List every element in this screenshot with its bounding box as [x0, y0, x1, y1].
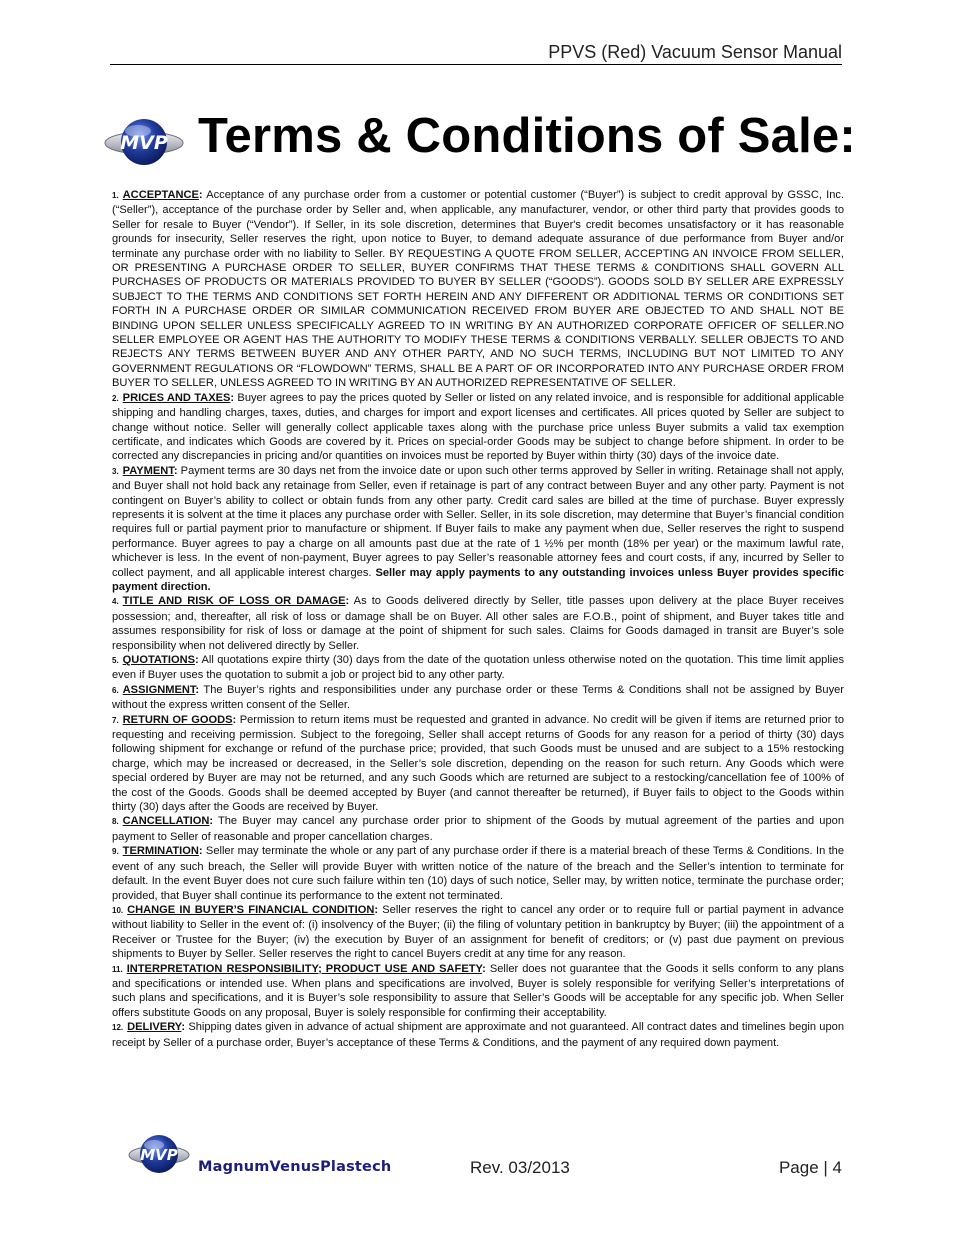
clause-number: 8.	[112, 817, 119, 827]
clause-body: Seller does not guarantee that the Goods it sells conform to any plans and specifications or intended use. When plans and specifications are involved, Buyer is solely responsible for verifying Seller’s interpretations of such plans and specifications, and it is Buyer’s sole responsibility to assure that Seller’s Goods will be acceptable for any specific job. When Seller offers substitute Goods on any proposal, Buyer is solely responsible for confirming their acceptability.	[112, 962, 844, 1019]
clause-body: The Buyer may cancel any purchase order prior to shipment of the Goods by mutual agreement of the parties and upon payment to Seller of reasonable and proper cancellation charges.	[112, 815, 844, 843]
clause-separator: :	[482, 962, 486, 975]
clause-item	[112, 391, 844, 464]
clause-number: 7.	[112, 715, 119, 725]
clause-item	[112, 594, 844, 653]
clause-heading: ASSIGNMENT	[122, 683, 196, 696]
footer-mvp-logo-icon	[128, 1132, 190, 1176]
clause-item	[112, 188, 844, 391]
clause-heading: PAYMENT	[122, 464, 174, 477]
clause-number: 4.	[112, 597, 119, 607]
mvp-logo	[104, 116, 186, 173]
clause-body: Permission to return items must be requested and granted in advance. No credit will be given if items are returned prior to requesting and receiving permission. Subject to the foregoing, Seller shall accept returns of Goods for any reason for a period of thirty (30) days following shipment for exchange or refund of the purchase price; provided, that such Goods must be unused and are subject to a 15% restocking charge, which may be increased or decreased, in the Seller’s sole discretion, depending on the reason for such return. Any Goods which were special ordered by Buyer are may not be returned, and any such Goods which are returned are subject to a restocking/cancellation fee of 100% of the cost of the Goods. Goods shall be deemed accepted by Buyer (and cannot thereafter be returned), if Buyer fails to object to the Goods within thirty (30) days after the Goods are received by Buyer.	[112, 713, 844, 814]
clause-item	[112, 713, 844, 815]
clause-heading: CHANGE IN BUYER’S FINANCIAL CONDITION	[127, 903, 375, 916]
mvp-logo-icon	[104, 116, 186, 168]
clause-heading: TERMINATION	[122, 845, 199, 858]
clause-body: The Buyer’s rights and responsibilities under any purchase order or these Terms & Conditions shall not be assigned by Buyer without the express written consent of the Seller.	[112, 683, 844, 712]
clause-heading: ACCEPTANCE	[122, 189, 199, 201]
clause-item	[112, 683, 844, 713]
footer-revision: Rev. 03/2013	[470, 1158, 570, 1177]
clause-heading: DELIVERY	[127, 1021, 182, 1034]
clause-number: 3.	[112, 466, 119, 476]
clause-body: Acceptance of any purchase order from a customer or potential customer (“Buyer”) is subject to credit approval by GSSC, Inc. (“Seller”), acceptance of the purchase order by Seller and, when applicable, any manufacturer, vendor, or other third party that provides goods to Seller for resale to Buyer (“Vendor”). If Seller, in its sole discretion, determines that Buyer's credit becomes unsatisfactory or it has reasonable grounds for insecurity, Seller reserves the right, upon notice to Buyer, to demand adequate assurance of due performance from Buyer and/or terminate any purchase order with no liability to Seller. BY REQUESTING A QUOTE FROM SELLER, ACCEPTING AN INVOICE FROM SELLER, OR PRESENTING A PURCHASE ORDER TO SELLER, BUYER CONFIRMS THAT THESE TERMS & CONDITIONS SHALL GOVERN ALL PURCHASES OF PRODUCTS OR MATERIALS PROVIDED TO BUYER BY SELLER (“GOODS”). GOODS SOLD BY SELLER ARE EXPRESSLY SUBJECT TO THE TERMS AND CONDITIONS SET FORTH HEREIN AND ANY DIFFERENT OR ADDITIONAL TERMS OR CONDITIONS SET FORTH IN A PURCHASE ORDER OR SIMILAR COMMUNICATION RECEIVED FROM BUYER ARE OBJECTED TO AND SHALL NOT BE BINDING UPON SELLER UNLESS SPECIFICALLY AGREED TO IN WRITING BY AN AUTHORIZED CORPORATE OFFICER OF SELLER.NO SELLER EMPLOYEE OR AGENT HAS THE AUTHORITY TO MODIFY THESE TERMS & CONDITIONS VERBALLY. SELLER OBJECTS TO AND REJECTS ANY TERMS BETWEEN BUYER AND ANY OTHER PARTY, AND NO SUCH TERMS, INCLUDING BUT NOT LIMITED TO ANY GOVERNMENT REGULATIONS OR “FLOWDOWN” TERMS, SHALL BE A PART OF OR INCORPORATED INTO ANY PURCHASE ORDER FROM BUYER TO SELLER, UNLESS AGREED TO IN WRITING BY AN AUTHORIZED REPRESENTATIVE OF SELLER.	[112, 189, 844, 390]
mvp-logo-text: MVP	[120, 132, 168, 154]
clause-number: 5.	[112, 656, 119, 665]
page-title: Terms & Conditions of Sale:	[198, 109, 856, 163]
clause-number: 12.	[112, 1023, 124, 1033]
page-header	[110, 42, 842, 65]
clause-bold-tail: Seller may apply payments to any outstanding invoices unless Buyer provides specific payment direction.	[112, 566, 844, 593]
clause-body: Shipping dates given in advance of actual shipment are approximate and not guaranteed. All contract dates and timelines begin upon receipt by Seller of a purchase order, Buyer’s acceptance of these Terms & Conditions, and the payment of any required down payment.	[112, 1021, 844, 1049]
clause-number: 2.	[112, 393, 119, 403]
clause-separator: :	[209, 815, 214, 828]
clause-separator: :	[232, 713, 237, 726]
clause-body: All quotations expire thirty (30) days from the date of the quotation unless otherwise noted on the quotation. This time limit applies even if Buyer uses the quotation to submit a job or project bid to any other party.	[112, 654, 844, 682]
clause-separator: :	[198, 845, 203, 858]
clause-number: 6.	[112, 685, 119, 695]
header-title: PPVS (Red) Vacuum Sensor Manual	[548, 42, 842, 62]
clause-body: Seller may terminate the whole or any part of any purchase order if there is a material breach of these Terms & Conditions. In the event of any such breach, the Seller will provide Buyer with written notice of the nature of the breach and the Seller’s intention to terminate for default. In the event Buyer does not cure such failure within ten (10) days of such notice, Seller may, by written notice, terminate the purchase order; provided, that Buyer shall continue its performance to the extent not terminated.	[112, 845, 844, 902]
clause-separator: :	[230, 391, 235, 404]
clause-heading: TITLE AND RISK OF LOSS OR DAMAGE	[122, 595, 346, 608]
clause-item	[112, 814, 844, 844]
footer-mvp-logo-text: MVP	[140, 1146, 178, 1164]
footer-page-number: Page | 4	[778, 1158, 842, 1177]
clause-item	[112, 464, 844, 595]
terms-list	[112, 188, 844, 1050]
clause-heading: PRICES AND TAXES	[122, 391, 231, 404]
clause-heading: INTERPRETATION RESPONSIBILITY; PRODUCT USE AND SAFETY	[126, 962, 483, 975]
clause-body: Seller reserves the right to cancel any order or to require full or partial payment in advance without liability to Seller in the event of: (i) insolvency of the Buyer; (ii) the filing of voluntary petition in bankruptcy by Buyer; (iii) the appointment of a Receiver or Trustee for the Buyer; (iv) the execution by Buyer of an assignment for benefit of creditors; or (v) past due payment on previous shipments to Buyer by Seller. Seller reserves the right to cancel Buyers credit at any time for any reason.	[112, 903, 844, 961]
clause-heading: CANCELLATION	[122, 815, 210, 828]
clause-separator: :	[181, 1021, 186, 1034]
clause-body: Payment terms are 30 days net from the invoice date or upon such other terms approved by Seller in writing. Retainage shall not apply, and Buyer shall not hold back any retainage from Seller, even if retainage is part of any contract between Buyer and any other party. Payment is not contingent on Buyer’s ability to collect or obtain funds from any other party. Credit card sales are billed at the time of purchase. Buyer expressly represents it is solvent at the time it places any purchase order with Seller. Seller, in its sole discretion, may determine that Buyer’s financial condition requires full or partial payment prior to manufacture or shipment. If Buyer fails to make any payment when due, Seller reserves the right to suspend performance. Buyer agrees to pay a charge on all amounts past due at the rate of 1 ½% per month (18% per year) or the maximum lawful rate, whichever is less. In the event of non-payment, Buyer agrees to pay Seller’s reasonable attorney fees and court costs, if any, incurred by Seller to collect payment, and all applicable interest charges.	[112, 464, 844, 579]
clause-body: Buyer agrees to pay the prices quoted by Seller or listed on any related invoice, and is responsible for additional applicable shipping and handling charges, taxes, duties, and charges for import and export licenses and certificates. All prices quoted by Seller are subject to change without notice. Seller will generally collect applicable taxes along with the purchase price unless Buyer submits a valid tax exemption certificate, and indicates which Goods are covered by it. Prices on special-order Goods may be subject to change before shipment. In order to be corrected any discrepancies in pricing and/or quantities on invoices must be reported by Buyer within thirty (30) days of the invoice date.	[112, 391, 844, 463]
clause-item	[112, 1020, 844, 1050]
clause-item	[112, 844, 844, 903]
clause-item	[112, 903, 844, 962]
clause-separator: :	[374, 903, 379, 916]
clause-body: As to Goods delivered directly by Seller, title passes upon delivery at the place Buyer receives possession; and, thereafter, all risk of loss or damage shall be on Buyer. All other sales are F.O.B., point of shipment, and Buyer takes title and assumes responsibility for risk of loss or damage at the point of shipment for such sales. Claims for Goods damaged in transit are Buyer’s sole responsibility when not delivered directly by Seller.	[112, 595, 844, 652]
clause-number: 10.	[112, 905, 124, 915]
clause-separator: :	[345, 595, 350, 608]
clause-number: 11.	[112, 964, 123, 974]
clause-item	[112, 653, 844, 683]
footer-brand: MagnumVenusPlastech	[198, 1159, 392, 1175]
clause-separator: :	[198, 189, 203, 201]
clause-heading: RETURN OF GOODS	[122, 713, 233, 726]
clause-separator: :	[195, 683, 200, 696]
clause-item	[112, 962, 844, 1021]
clause-separator: :	[194, 654, 199, 666]
clause-heading: QUOTATIONS	[122, 654, 195, 666]
clause-number: 1.	[112, 191, 119, 200]
footer-mvp-logo	[128, 1132, 190, 1181]
clause-separator: :	[173, 464, 178, 477]
clause-number: 9.	[112, 847, 119, 857]
